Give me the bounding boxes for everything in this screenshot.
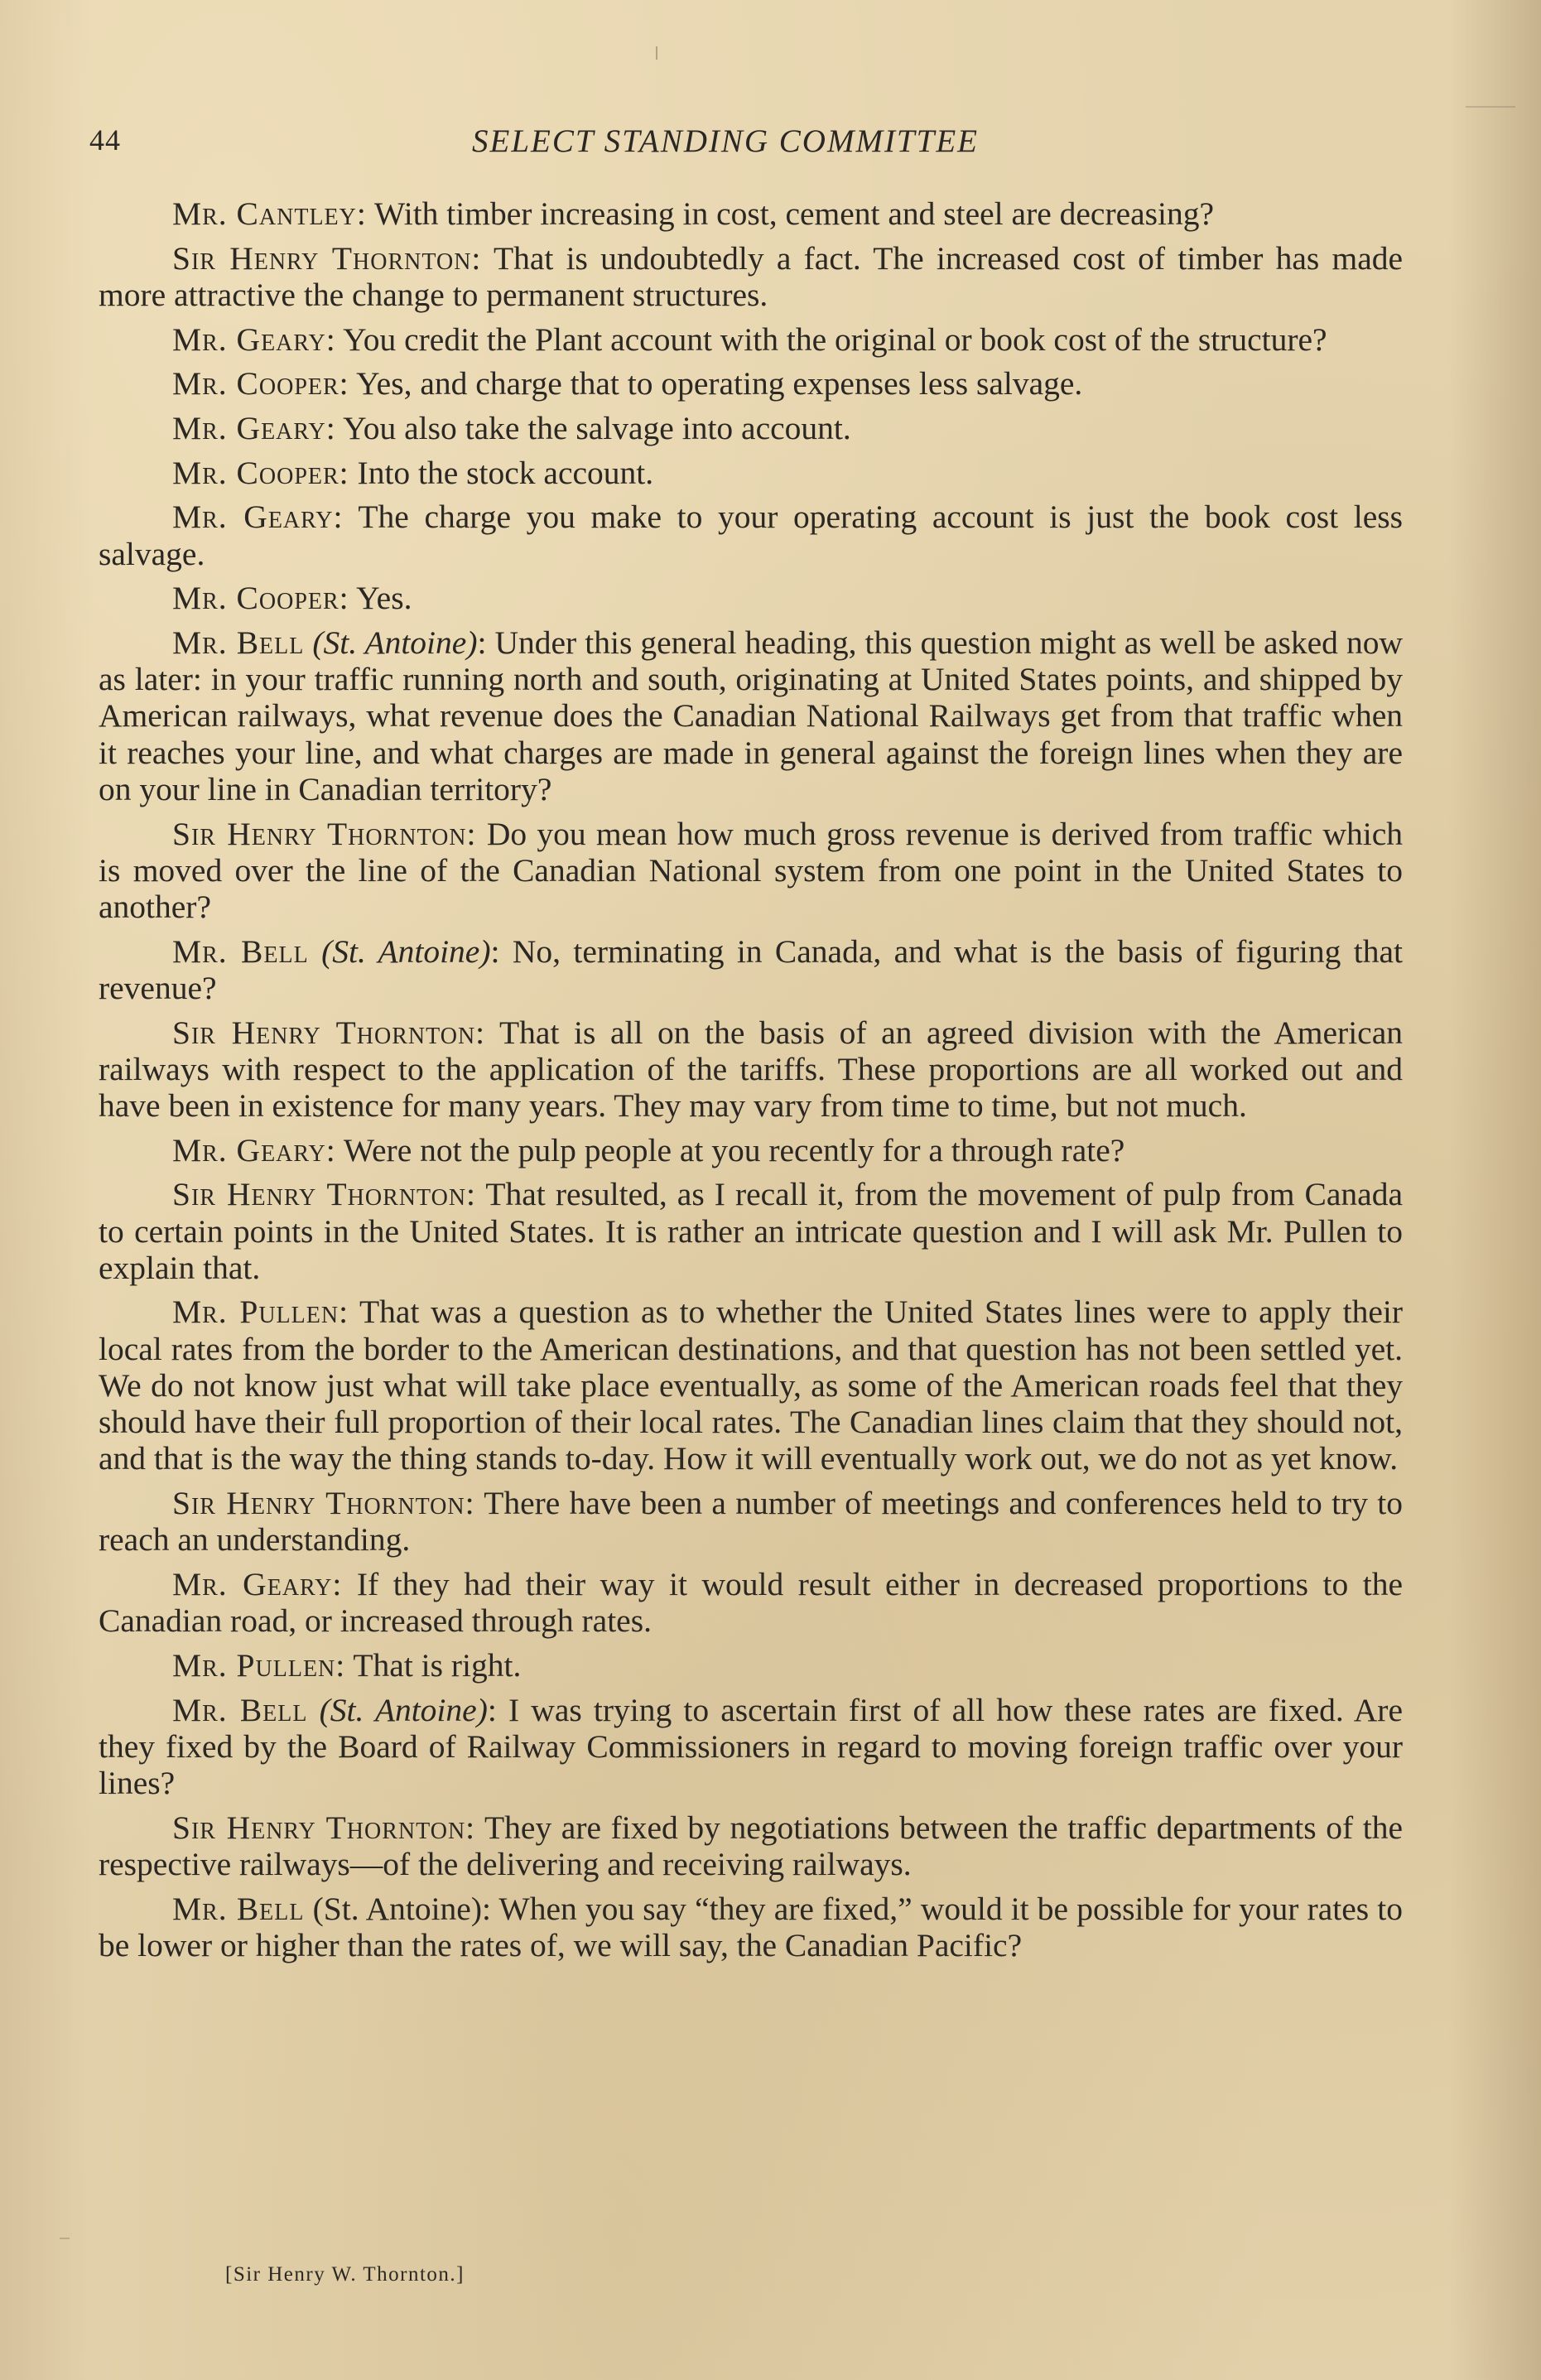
header-title: SELECT STANDING COMMITTEE [472,123,979,159]
speaker-name: Mr. Geary: [172,1131,336,1168]
speaker-name: Mr. Pullen: [172,1646,346,1684]
paragraph [99,410,1403,446]
paragraph-text: That is undoubtedly a fact. The increased cost of timber has made more attractive the change to permanent structures. [99,239,1404,313]
paragraph-text: Under this general heading, this question might as well be asked now as later: in your traffic running north and south, originating at United States points, and shipped by American railways, what revenue does the Canadian National Railways get from that traffic when it reaches your line, and what charges are made in general against the foreign lines when they are on your line in Canadian territory? [99,624,1403,807]
paragraph-text: That is all on the basis of an agreed division with the American railways with respect to the application of the tariffs. These proportions are all worked out and have been in existence for many years. They may vary from time to time, but not much. [99,1014,1403,1124]
paragraph-text: There have been a number of meetings and conferences held to try to reach an understanding. [99,1485,1404,1559]
speaker-name: Mr. Cooper: [172,365,349,402]
paragraph-text: You also take the salvage into account. [343,410,851,447]
speaker-colon: : [487,1691,497,1728]
paragraph-text: Yes, and charge that to operating expenses less salvage. [356,365,1083,402]
speaker-name: Mr. Cooper: [172,454,349,491]
paragraph [99,624,1403,807]
paragraph [99,365,1403,402]
paragraph-text: Do you mean how much gross revenue is derived from traffic which is moved over the line of the Canadian National system from one point in the United States to another? [99,815,1404,925]
paragraph [99,816,1403,926]
paragraph [99,321,1403,358]
paragraph [99,1485,1403,1558]
paragraph-text: You credit the Plant account with the original or book cost of the structure? [343,320,1327,358]
paragraph [99,1176,1403,1286]
paragraph [99,455,1403,491]
speaker-name: Mr. Geary: [172,320,336,358]
speaker-colon: : [482,1890,491,1927]
paragraph [99,933,1403,1006]
paragraph [99,1809,1403,1882]
paragraph [99,1566,1403,1639]
speaker-affiliation: (St. Antoine) [312,1890,482,1927]
stray-mark [60,2238,70,2239]
paragraph [99,1647,1403,1684]
paragraph-text: Into the stock account. [357,454,654,491]
speaker-name: Mr. Bell [172,624,305,662]
page-number: 44 [89,123,121,157]
running-header [89,123,1406,164]
paragraph-text: When you say “they are fixed,” would it be possible for your rates to be lower or higher than the rates of, we will say, the Canadian Pacific? [99,1890,1404,1963]
speaker-name: Sir Henry Thornton: [172,1809,476,1846]
paragraph-text: They are fixed by negotiations between the traffic departments of the respective railways—of the delivering and receiving railways. [99,1809,1403,1882]
paragraph [99,1294,1403,1477]
footer-signature: [Sir Henry W. Thornton.] [225,2263,465,2286]
speaker-name: Sir Henry Thornton: [172,1485,475,1521]
paragraph-text: No, terminating in Canada, and what is the basis of figuring that revenue? [99,932,1403,1006]
speaker-name: Sir Henry Thornton: [172,1014,486,1051]
transcript-body [99,195,1403,1971]
paragraph-text: That is right. [353,1646,522,1684]
speaker-affiliation: (St. Antoine) [321,932,491,970]
paragraph-text: Were not the pulp people at you recently for a through rate? [343,1131,1125,1168]
paragraph-text: With timber increasing in cost, cement and steel are decreasing? [374,195,1215,232]
paragraph [99,580,1403,616]
paragraph-text: If they had their way it would result either in decreased proportions to the Canadian road, or increased through rates. [99,1565,1403,1640]
stray-mark [1466,106,1515,108]
paragraph [99,240,1403,313]
speaker-name: Sir Henry Thornton: [172,1176,477,1213]
speaker-colon: : [477,624,487,662]
speaker-name: Mr. Bell [172,1890,305,1927]
paragraph [99,1891,1403,1963]
speaker-name: Mr. Cantley: [172,195,367,232]
paragraph-text: I was trying to ascertain first of all how these rates are fixed. Are they fixed by the Board of Railway Commissioners in regard to moving foreign traffic over your lines? [99,1691,1403,1801]
paragraph-text: The charge you make to your operating account is just the book cost less salvage. [99,499,1403,572]
paragraph-text: That was a question as to whether the United States lines were to apply their local rates from the border to the American destinations, and that question has not been settled yet. We do not know just what will take place eventually, as some of the American roads feel that they should have their full proportion of their local rates. The Canadian lines claim that they should not, and that is the way the thing stands to-day. How it will eventually work out, we do not as yet know. [99,1294,1404,1477]
paragraph [99,1132,1403,1168]
stray-mark [656,46,657,60]
speaker-name: Mr. Geary: [172,499,344,536]
paragraph [99,499,1403,571]
speaker-colon: : [490,932,500,970]
speaker-affiliation: (St. Antoine) [319,1691,488,1728]
paragraph-text: Yes. [356,580,412,617]
speaker-name: Mr. Bell [172,932,309,970]
paragraph-text: That resulted, as I recall it, from the movement of pulp from Canada to certain points in the United States. It is rather an intricate question and I will ask Mr. Pullen to explain that. [99,1176,1403,1286]
speaker-affiliation: (St. Antoine) [312,624,478,662]
speaker-name: Sir Henry Thornton: [172,239,482,277]
speaker-name: Mr. Cooper: [172,580,349,617]
speaker-name: Mr. Bell [172,1691,308,1728]
paragraph [99,1692,1403,1802]
paragraph [99,1014,1403,1125]
speaker-name: Sir Henry Thornton: [172,815,477,852]
speaker-name: Mr. Pullen: [172,1294,349,1331]
paragraph [99,195,1403,232]
speaker-name: Mr. Geary: [172,410,336,447]
speaker-name: Mr. Geary: [172,1565,343,1602]
